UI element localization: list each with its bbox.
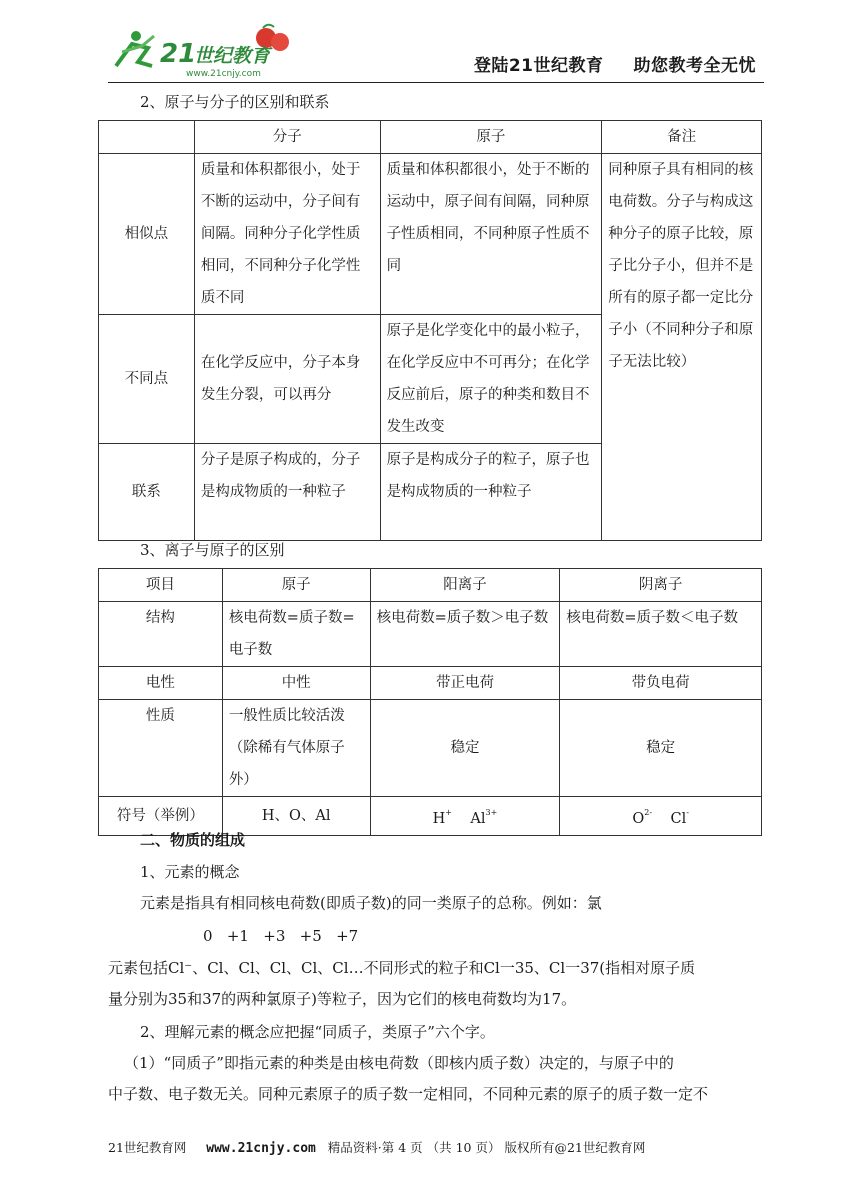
footer-page-info: 精品资料·第 4 页 （共 10 页） 版权所有@21世纪教育网 [327, 1140, 646, 1155]
slogan-left: 登陆21世纪教育 [473, 56, 604, 76]
cell-atom-property: 一般性质比较活泼（除稀有气体原子外） [222, 700, 370, 797]
header-note: 备注 [602, 121, 762, 154]
cell-note: 同种原子具有相同的核电荷数。分子与构成这种分子的原子比较，原子比分子小，但并不是所有的原子都一定比分子小（不同种分子和原子无法比较） [602, 154, 762, 541]
section-title-ion-atom: 3、离子与原子的区别 [140, 541, 285, 559]
header-cation: 阳离子 [370, 569, 560, 602]
subsection-element-concept: 1、元素的概念 [140, 863, 240, 881]
cell-atom-charge: 中性 [222, 667, 370, 700]
subsection-understand-element: 2、理解元素的概念应把握“同质子，类原子”六个字。 [140, 1023, 495, 1041]
paragraph-chlorine-line2: 量分别为35和37的两种氯原子)等粒子，因为它们的核电荷数均为17。 [108, 990, 577, 1008]
paragraph-chlorine-line1: 元素包括Cl⁻、Cl、Cl、Cl、Cl、Cl…不同形式的粒子和Cl一35、Cl一37(指相对原子质 [108, 959, 696, 977]
svg-text:21: 21 [160, 39, 197, 69]
svg-text:www.21cnjy.com: www.21cnjy.com [186, 69, 261, 79]
paragraph-same-proton-line1: （1）“同质子”即指元素的种类是由核电荷数（即核内质子数）决定的，与原子中的 [124, 1054, 674, 1072]
footer-site: 21世纪教育网 [108, 1140, 187, 1155]
cell-cation-symbols: H+ $Al^{3+}$ [370, 797, 560, 836]
ion-atom-table [98, 568, 762, 836]
cell-anion-symbols: $O^{2-}$ Cl- [560, 797, 762, 836]
header-item: 项目 [99, 569, 223, 602]
section-title-atom-molecule: 2、原子与分子的区别和联系 [140, 93, 330, 111]
row-label-symbol: 符号（举例） [99, 797, 223, 836]
footer-url[interactable]: www.21cnjy.com [206, 1141, 316, 1156]
cell-atom-symbols: H、O、Al [222, 797, 370, 836]
cell-anion-charge: 带负电荷 [560, 667, 762, 700]
cell-anion-structure: 核电荷数=质子数＜电子数 [560, 602, 762, 667]
row-label-similarity: 相似点 [99, 154, 195, 315]
cell-molecule-difference: 在化学反应中，分子本身发生分裂，可以再分 [194, 315, 380, 444]
cell-cation-structure: 核电荷数=质子数＞电子数 [370, 602, 560, 667]
header-slogan [444, 51, 756, 76]
cell-atom-relation: 原子是构成分子的粒子，原子也是构成物质的一种粒子 [380, 444, 602, 541]
cell-atom-difference: 原子是化学变化中的最小粒子，在化学反应中不可再分；在化学反应前后，原子的种类和数目不发生改变 [380, 315, 602, 444]
part-title-composition: 二、物质的组成 [140, 831, 246, 849]
cell-cation-charge: 带正电荷 [370, 667, 560, 700]
header-molecule: 分子 [194, 121, 380, 154]
valence-line: 0 +1 +3 +5 +7 [203, 927, 359, 945]
svg-text:世纪教育: 世纪教育 [194, 45, 271, 67]
atom-molecule-table [98, 120, 762, 541]
row-label-structure: 结构 [99, 602, 223, 667]
header-atom: 原子 [222, 569, 370, 602]
page-header [108, 22, 764, 83]
slogan-right: 助您教考全无忧 [633, 56, 756, 76]
row-label-difference: 不同点 [99, 315, 195, 444]
header-anion: 阴离子 [560, 569, 762, 602]
row-label-property: 性质 [99, 700, 223, 797]
cell-molecule-similarity: 质量和体积都很小，处于不断的运动中，分子间有间隔。同种分子化学性质相同，不同种分子化学性质不同 [194, 154, 380, 315]
cell-atom-similarity: 质量和体积都很小，处于不断的运动中，原子间有间隔，同种原子性质相同，不同种原子性质不同 [380, 154, 602, 315]
row-label-charge: 电性 [99, 667, 223, 700]
row-label-relation: 联系 [99, 444, 195, 541]
cell-cation-property: 稳定 [370, 700, 560, 797]
paragraph-element-definition: 元素是指具有相同核电荷数(即质子数)的同一类原子的总称。例如：氯 [140, 894, 602, 912]
site-logo [108, 22, 308, 80]
page-footer [108, 1138, 645, 1156]
header-atom: 原子 [380, 121, 602, 154]
paragraph-same-proton-line2: 中子数、电子数无关。同种元素原子的质子数一定相同，不同种元素的原子的质子数一定不 [108, 1085, 709, 1103]
cell-molecule-relation: 分子是原子构成的，分子是构成物质的一种粒子 [194, 444, 380, 541]
cell-anion-property: 稳定 [560, 700, 762, 797]
cell-atom-structure: 核电荷数=质子数=电子数 [222, 602, 370, 667]
